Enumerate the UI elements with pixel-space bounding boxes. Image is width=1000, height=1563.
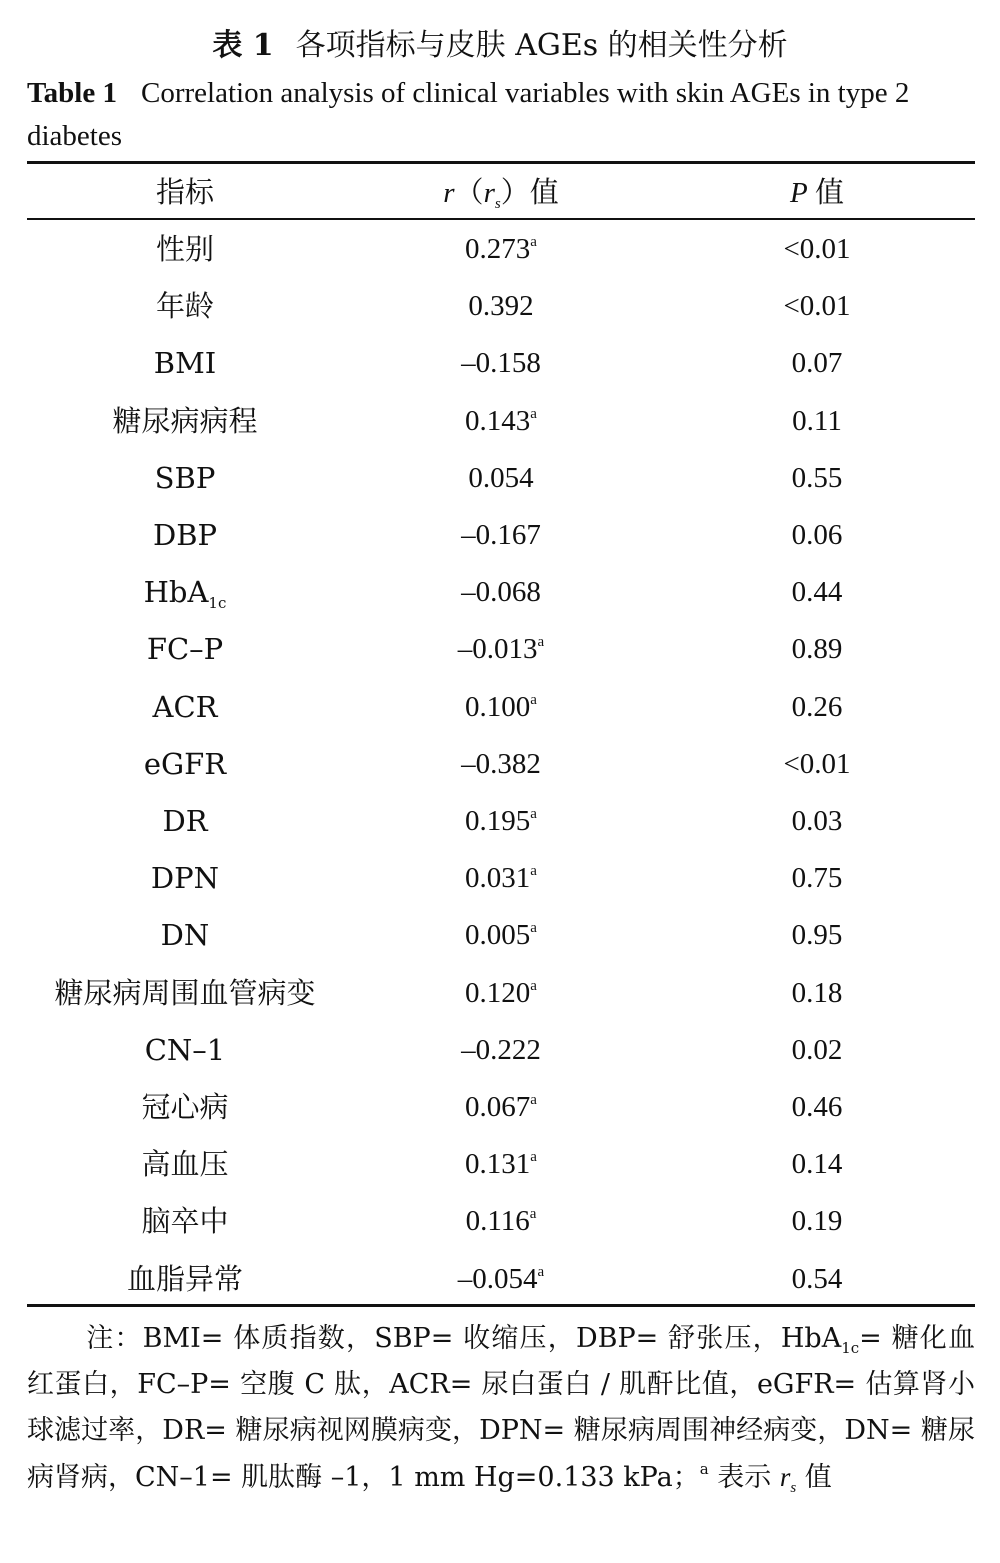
- row-indicator: DN: [160, 918, 210, 953]
- table-header: [27, 164, 975, 221]
- row-p-value: 0.03: [791, 805, 843, 837]
- row-indicator: HbA$_{1c}$: [143, 575, 227, 613]
- row-indicator: 高血压: [141, 1147, 229, 1182]
- table-row: [27, 393, 975, 450]
- row-p-value: 0.11: [792, 404, 842, 437]
- table-row: [27, 450, 975, 507]
- header-indicator: 指标: [155, 175, 214, 209]
- row-indicator: 血脂异常: [126, 1261, 243, 1296]
- row-r-value: 0.054: [468, 461, 534, 494]
- row-p-value: 0.14: [791, 1148, 843, 1181]
- row-indicator: CN–1: [144, 1032, 226, 1067]
- table-row: [27, 1251, 975, 1308]
- table-row: [27, 907, 975, 964]
- table-row: [27, 965, 975, 1022]
- table-row: [27, 335, 975, 392]
- row-p-value: 0.75: [791, 862, 843, 895]
- row-indicator: DPN: [150, 861, 220, 896]
- table-label-cn: 表 1: [212, 28, 274, 63]
- row-p-value: <0.01: [783, 233, 851, 265]
- row-p-value: 0.06: [791, 519, 843, 551]
- row-p-value: 0.46: [791, 1091, 843, 1123]
- header-p-value: P 值: [790, 175, 844, 209]
- row-indicator: 糖尿病病程: [112, 403, 258, 438]
- row-r-value: 0.392: [468, 290, 534, 323]
- table-row: [27, 278, 975, 335]
- row-indicator: 脑卒中: [141, 1204, 229, 1239]
- row-indicator: 性别: [155, 232, 214, 266]
- bottom-rule: [27, 1304, 975, 1307]
- row-p-value: <0.01: [783, 290, 851, 323]
- row-r-value: 0.131$^a$: [465, 1148, 537, 1181]
- header-r-value: $r(r_s)$值: [443, 175, 559, 212]
- row-r-value: –0.382: [461, 747, 541, 780]
- table-title-cn: 各项指标与皮肤 AGEs 的相关性分析: [295, 28, 788, 63]
- header-rule: [27, 218, 975, 220]
- row-r-value: 0.143$^a$: [465, 404, 537, 437]
- row-r-value: –0.158: [461, 347, 541, 380]
- row-p-value: 0.54: [791, 1262, 843, 1295]
- table-row: [27, 621, 975, 678]
- row-p-value: 0.44: [791, 576, 843, 609]
- table-row: [27, 793, 975, 850]
- table-caption-cn: [0, 24, 1000, 68]
- table-row: [27, 507, 975, 564]
- row-r-value: –0.013$^a$: [457, 633, 545, 666]
- row-r-value: 0.067$^a$: [465, 1091, 537, 1123]
- table-row: [27, 221, 975, 278]
- row-r-value: –0.068: [461, 576, 541, 609]
- row-r-value: –0.054$^a$: [457, 1262, 545, 1295]
- table-row: [27, 1079, 975, 1136]
- table-row: [27, 1022, 975, 1079]
- row-p-value: 0.18: [791, 976, 843, 1009]
- table-row: [27, 1136, 975, 1193]
- row-r-value: 0.195$^a$: [465, 805, 537, 837]
- row-r-value: –0.167: [461, 519, 541, 551]
- row-r-value: 0.116$^a$: [465, 1205, 537, 1238]
- table-row: [27, 1193, 975, 1250]
- table-caption-en: [27, 72, 977, 158]
- row-indicator: DBP: [152, 518, 218, 552]
- table-label-en: Table 1: [27, 77, 117, 109]
- row-indicator: eGFR: [143, 746, 227, 781]
- row-r-value: 0.273$^a$: [465, 233, 537, 265]
- row-p-value: 0.55: [791, 461, 843, 494]
- row-indicator: FC–P: [146, 632, 224, 667]
- row-r-value: 0.005$^a$: [465, 919, 537, 952]
- row-p-value: <0.01: [783, 747, 851, 780]
- row-indicator: 年龄: [155, 289, 214, 324]
- row-indicator: 糖尿病周围血管病变: [54, 975, 316, 1010]
- row-p-value: 0.95: [791, 919, 843, 952]
- row-indicator: BMI: [153, 346, 217, 381]
- row-indicator: ACR: [152, 689, 218, 724]
- row-p-value: 0.26: [791, 690, 843, 723]
- row-r-value: 0.120$^a$: [465, 976, 537, 1009]
- row-indicator: SBP: [154, 460, 216, 495]
- row-p-value: 0.89: [791, 633, 843, 666]
- table-row: [27, 850, 975, 907]
- row-p-value: 0.07: [791, 347, 843, 380]
- table-row: [27, 736, 975, 793]
- table-row: [27, 564, 975, 621]
- row-r-value: 0.100$^a$: [465, 690, 537, 723]
- row-p-value: 0.02: [791, 1033, 843, 1066]
- row-indicator: 冠心病: [141, 1090, 229, 1124]
- row-r-value: –0.222: [461, 1033, 541, 1066]
- row-r-value: 0.031$^a$: [465, 862, 537, 895]
- table-title-en: Correlation analysis of clinical variables with skin AGEs in type 2 diabetes: [27, 77, 910, 152]
- row-p-value: 0.19: [791, 1205, 843, 1238]
- table-note: 注：BMI= 体质指数，SBP= 收缩压，DBP= 舒张压，HbA$_{1c}$= 糖化血红蛋白，FC–P= 空腹 C 肽，ACR= 尿白蛋白 / 肌酐比值，eGFR= 估算肾小球滤过率，DR= 糖尿病视网膜病变，DPN= 糖尿病周围神经病变，DN= 糖尿病肾病，CN–1= 肌肽酶 –1，1 mm Hg=0.133 kPa；$^a$ 表示 $r_s$ 值: [27, 1323, 975, 1496]
- table-row: [27, 679, 975, 736]
- row-indicator: DR: [162, 804, 208, 838]
